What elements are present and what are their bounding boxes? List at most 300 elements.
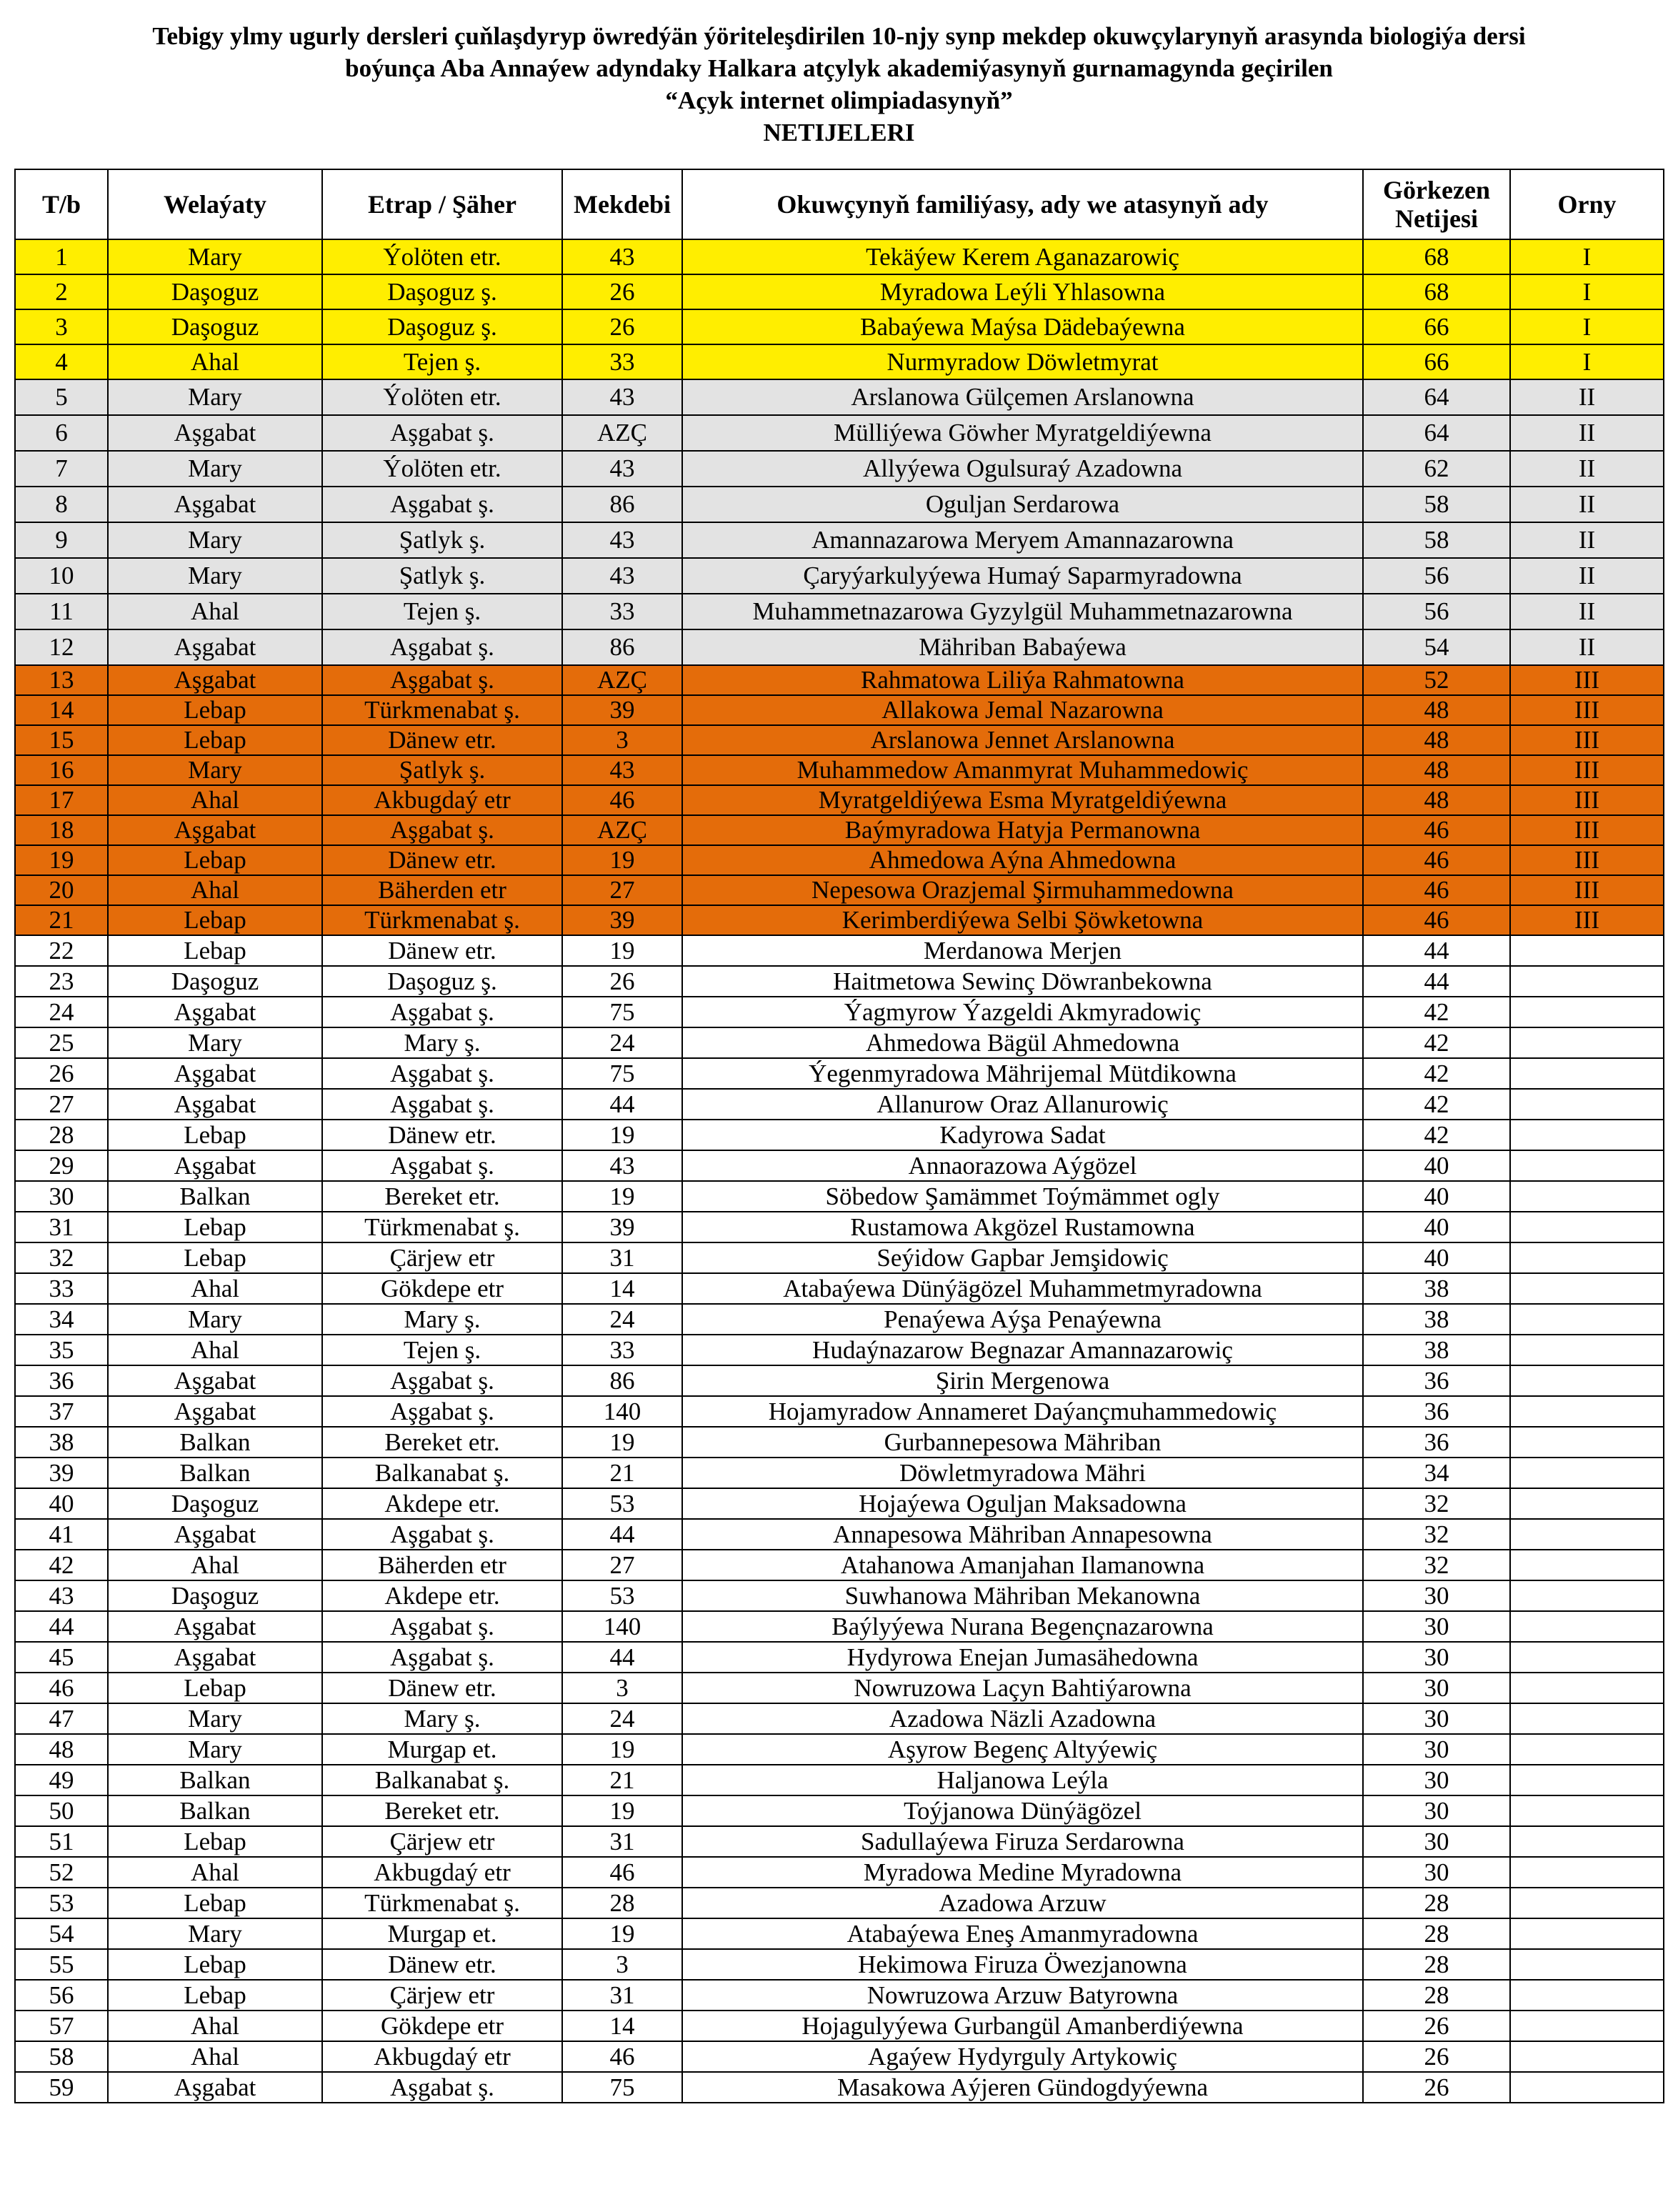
- table-row: [15, 875, 1664, 905]
- cell-region: Ahal: [108, 1335, 322, 1365]
- cell-school: 46: [562, 2041, 682, 2072]
- cell-district: Şatlyk ş.: [322, 755, 562, 785]
- table-row: [15, 1642, 1664, 1673]
- cell-region: Ahal: [108, 785, 322, 815]
- cell-number: 55: [15, 1949, 108, 1980]
- cell-student-name: Ahmedowa Bägül Ahmedowna: [682, 1027, 1363, 1058]
- cell-score: 52: [1363, 665, 1510, 695]
- column-header-place: Orny: [1510, 169, 1664, 239]
- cell-score: 30: [1363, 1826, 1510, 1857]
- table-row: [15, 1058, 1664, 1089]
- cell-school: 26: [562, 309, 682, 344]
- cell-district: Mary ş.: [322, 1027, 562, 1058]
- table-row: [15, 451, 1664, 487]
- cell-region: Lebap: [108, 1980, 322, 2011]
- cell-number: 53: [15, 1888, 108, 1918]
- cell-score: 40: [1363, 1150, 1510, 1181]
- cell-district: Aşgabat ş.: [322, 665, 562, 695]
- cell-score: 68: [1363, 239, 1510, 274]
- cell-score: 48: [1363, 695, 1510, 725]
- cell-district: Daşoguz ş.: [322, 274, 562, 309]
- table-row: [15, 1027, 1664, 1058]
- cell-student-name: Gurbannepesowa Mähriban: [682, 1427, 1363, 1458]
- cell-score: 28: [1363, 1888, 1510, 1918]
- cell-school: 19: [562, 1734, 682, 1765]
- cell-number: 32: [15, 1242, 108, 1273]
- cell-score: 46: [1363, 815, 1510, 845]
- cell-place: [1510, 1089, 1664, 1120]
- cell-region: Ahal: [108, 1550, 322, 1580]
- cell-region: Lebap: [108, 935, 322, 966]
- cell-number: 13: [15, 665, 108, 695]
- cell-region: Mary: [108, 755, 322, 785]
- cell-school: 24: [562, 1027, 682, 1058]
- cell-region: Daşoguz: [108, 966, 322, 997]
- cell-district: Mary ş.: [322, 1703, 562, 1734]
- cell-place: III: [1510, 755, 1664, 785]
- cell-district: Akbugdaý etr: [322, 1857, 562, 1888]
- cell-score: 38: [1363, 1304, 1510, 1335]
- cell-place: [1510, 2041, 1664, 2072]
- cell-region: Lebap: [108, 695, 322, 725]
- cell-region: Aşgabat: [108, 1365, 322, 1396]
- cell-place: I: [1510, 309, 1664, 344]
- cell-school: AZÇ: [562, 665, 682, 695]
- cell-district: Bereket etr.: [322, 1181, 562, 1212]
- cell-number: 33: [15, 1273, 108, 1304]
- cell-region: Lebap: [108, 725, 322, 755]
- cell-region: Ahal: [108, 875, 322, 905]
- cell-number: 14: [15, 695, 108, 725]
- cell-district: Murgap et.: [322, 1734, 562, 1765]
- cell-place: [1510, 1027, 1664, 1058]
- cell-school: 19: [562, 1427, 682, 1458]
- cell-number: 56: [15, 1980, 108, 2011]
- cell-place: [1510, 1181, 1664, 1212]
- cell-school: 86: [562, 629, 682, 665]
- cell-region: Aşgabat: [108, 1519, 322, 1550]
- cell-place: [1510, 1642, 1664, 1673]
- cell-district: Dänew etr.: [322, 935, 562, 966]
- table-row: [15, 815, 1664, 845]
- table-row: [15, 905, 1664, 935]
- cell-score: 42: [1363, 1089, 1510, 1120]
- cell-student-name: Muhammedow Amanmyrat Muhammedowiç: [682, 755, 1363, 785]
- cell-score: 30: [1363, 1857, 1510, 1888]
- table-row: [15, 1611, 1664, 1642]
- cell-region: Mary: [108, 1918, 322, 1949]
- cell-place: [1510, 1949, 1664, 1980]
- cell-score: 36: [1363, 1365, 1510, 1396]
- table-body: [15, 239, 1664, 2103]
- cell-number: 58: [15, 2041, 108, 2072]
- column-header-region: Welaýaty: [108, 169, 322, 239]
- cell-district: Çärjew etr: [322, 1242, 562, 1273]
- cell-score: 26: [1363, 2041, 1510, 2072]
- table-row: [15, 845, 1664, 875]
- cell-region: Aşgabat: [108, 815, 322, 845]
- cell-district: Türkmenabat ş.: [322, 905, 562, 935]
- table-row: [15, 239, 1664, 274]
- table-row: [15, 2011, 1664, 2041]
- cell-region: Mary: [108, 1027, 322, 1058]
- cell-school: 14: [562, 1273, 682, 1304]
- cell-student-name: Myradowa Medine Myradowna: [682, 1857, 1363, 1888]
- cell-student-name: Nepesowa Orazjemal Şirmuhammedowna: [682, 875, 1363, 905]
- cell-region: Mary: [108, 1703, 322, 1734]
- cell-region: Mary: [108, 1304, 322, 1335]
- table-row: [15, 695, 1664, 725]
- cell-score: 58: [1363, 522, 1510, 558]
- cell-region: Daşoguz: [108, 1580, 322, 1611]
- cell-student-name: Annaorazowa Aýgözel: [682, 1150, 1363, 1181]
- cell-school: 46: [562, 1857, 682, 1888]
- table-row: [15, 935, 1664, 966]
- cell-region: Balkan: [108, 1795, 322, 1826]
- cell-score: 56: [1363, 594, 1510, 629]
- cell-student-name: Babaýewa Maýsa Dädebaýewna: [682, 309, 1363, 344]
- cell-school: 21: [562, 1765, 682, 1795]
- cell-place: [1510, 966, 1664, 997]
- cell-student-name: Agaýew Hydyrguly Artykowiç: [682, 2041, 1363, 2072]
- cell-district: Türkmenabat ş.: [322, 1212, 562, 1242]
- cell-score: 42: [1363, 997, 1510, 1027]
- cell-score: 32: [1363, 1550, 1510, 1580]
- cell-place: I: [1510, 239, 1664, 274]
- cell-school: 28: [562, 1888, 682, 1918]
- cell-district: Gökdepe etr: [322, 1273, 562, 1304]
- cell-score: 42: [1363, 1027, 1510, 1058]
- table-row: [15, 1150, 1664, 1181]
- cell-student-name: Hojagulyýewa Gurbangül Amanberdiýewna: [682, 2011, 1363, 2041]
- cell-region: Daşoguz: [108, 309, 322, 344]
- cell-place: II: [1510, 558, 1664, 594]
- cell-student-name: Sadullaýewa Firuza Serdarowna: [682, 1826, 1363, 1857]
- cell-district: Daşoguz ş.: [322, 966, 562, 997]
- cell-school: 43: [562, 755, 682, 785]
- cell-place: [1510, 1365, 1664, 1396]
- cell-number: 38: [15, 1427, 108, 1458]
- cell-student-name: Kadyrowa Sadat: [682, 1120, 1363, 1150]
- cell-score: 44: [1363, 935, 1510, 966]
- cell-school: 19: [562, 935, 682, 966]
- cell-region: Lebap: [108, 845, 322, 875]
- cell-region: Balkan: [108, 1181, 322, 1212]
- cell-number: 16: [15, 755, 108, 785]
- table-row: [15, 2041, 1664, 2072]
- cell-school: 31: [562, 1980, 682, 2011]
- cell-school: 39: [562, 695, 682, 725]
- cell-district: Dänew etr.: [322, 1120, 562, 1150]
- cell-place: [1510, 1703, 1664, 1734]
- cell-place: II: [1510, 629, 1664, 665]
- cell-district: Murgap et.: [322, 1918, 562, 1949]
- table-row: [15, 1458, 1664, 1488]
- cell-student-name: Oguljan Serdarowa: [682, 487, 1363, 522]
- cell-student-name: Atahanowa Amanjahan Ilamanowna: [682, 1550, 1363, 1580]
- cell-district: Daşoguz ş.: [322, 309, 562, 344]
- cell-number: 18: [15, 815, 108, 845]
- cell-score: 58: [1363, 487, 1510, 522]
- table-row: [15, 755, 1664, 785]
- table-row: [15, 558, 1664, 594]
- cell-number: 48: [15, 1734, 108, 1765]
- cell-score: 56: [1363, 558, 1510, 594]
- cell-district: Gökdepe etr: [322, 2011, 562, 2041]
- cell-student-name: Haljanowa Leýla: [682, 1765, 1363, 1795]
- table-row: [15, 1703, 1664, 1734]
- cell-place: [1510, 1611, 1664, 1642]
- cell-district: Bereket etr.: [322, 1427, 562, 1458]
- cell-number: 39: [15, 1458, 108, 1488]
- cell-school: 39: [562, 1212, 682, 1242]
- cell-place: [1510, 1888, 1664, 1918]
- cell-number: 5: [15, 379, 108, 415]
- table-row: [15, 1181, 1664, 1212]
- cell-student-name: Aşyrow Begenç Altyýewiç: [682, 1734, 1363, 1765]
- cell-region: Aşgabat: [108, 997, 322, 1027]
- cell-district: Aşgabat ş.: [322, 997, 562, 1027]
- cell-score: 62: [1363, 451, 1510, 487]
- cell-school: 33: [562, 594, 682, 629]
- cell-student-name: Nurmyradow Döwletmyrat: [682, 344, 1363, 379]
- cell-place: [1510, 1242, 1664, 1273]
- cell-region: Daşoguz: [108, 1488, 322, 1519]
- cell-school: 21: [562, 1458, 682, 1488]
- cell-number: 42: [15, 1550, 108, 1580]
- cell-school: 14: [562, 2011, 682, 2041]
- cell-place: I: [1510, 274, 1664, 309]
- cell-score: 44: [1363, 966, 1510, 997]
- cell-score: 26: [1363, 2072, 1510, 2103]
- cell-place: II: [1510, 487, 1664, 522]
- cell-number: 21: [15, 905, 108, 935]
- cell-place: III: [1510, 695, 1664, 725]
- cell-district: Çärjew etr: [322, 1826, 562, 1857]
- cell-place: [1510, 1458, 1664, 1488]
- cell-place: [1510, 1765, 1664, 1795]
- table-row: [15, 1980, 1664, 2011]
- cell-student-name: Annapesowa Mähriban Annapesowna: [682, 1519, 1363, 1550]
- cell-region: Lebap: [108, 1212, 322, 1242]
- cell-score: 30: [1363, 1734, 1510, 1765]
- header-line-2: boýunça Aba Annaýew adyndaky Halkara atçylyk akademiýasynyň gurnamagynda geçirilen: [345, 54, 1333, 82]
- table-row: [15, 785, 1664, 815]
- cell-number: 45: [15, 1642, 108, 1673]
- cell-number: 36: [15, 1365, 108, 1396]
- cell-place: [1510, 1396, 1664, 1427]
- cell-region: Balkan: [108, 1765, 322, 1795]
- cell-student-name: Tekäýew Kerem Aganazarowiç: [682, 239, 1363, 274]
- cell-place: [1510, 1857, 1664, 1888]
- cell-number: 3: [15, 309, 108, 344]
- cell-place: [1510, 2011, 1664, 2041]
- cell-student-name: Çaryýarkulyýewa Humaý Saparmyradowna: [682, 558, 1363, 594]
- cell-student-name: Nowruzowa Arzuw Batyrowna: [682, 1980, 1363, 2011]
- cell-place: II: [1510, 379, 1664, 415]
- cell-place: [1510, 1273, 1664, 1304]
- table-row: [15, 665, 1664, 695]
- cell-place: [1510, 1335, 1664, 1365]
- cell-district: Türkmenabat ş.: [322, 695, 562, 725]
- column-header-student-name: Okuwçynyň familiýasy, ady we atasynyň ady: [682, 169, 1363, 239]
- table-row: [15, 2072, 1664, 2103]
- table-row: [15, 1120, 1664, 1150]
- table-row: [15, 1949, 1664, 1980]
- cell-school: 33: [562, 344, 682, 379]
- cell-place: [1510, 1427, 1664, 1458]
- cell-score: 40: [1363, 1212, 1510, 1242]
- cell-score: 36: [1363, 1396, 1510, 1427]
- cell-number: 15: [15, 725, 108, 755]
- cell-number: 11: [15, 594, 108, 629]
- cell-number: 51: [15, 1826, 108, 1857]
- cell-region: Ahal: [108, 594, 322, 629]
- cell-school: 33: [562, 1335, 682, 1365]
- cell-place: III: [1510, 815, 1664, 845]
- cell-number: 49: [15, 1765, 108, 1795]
- cell-score: 42: [1363, 1120, 1510, 1150]
- cell-number: 20: [15, 875, 108, 905]
- cell-school: 24: [562, 1304, 682, 1335]
- cell-region: Lebap: [108, 1673, 322, 1703]
- cell-student-name: Nowruzowa Laçyn Bahtiýarowna: [682, 1673, 1363, 1703]
- cell-student-name: Masakowa Aýjeren Gündogdyýewna: [682, 2072, 1363, 2103]
- cell-school: 27: [562, 1550, 682, 1580]
- cell-score: 30: [1363, 1611, 1510, 1642]
- cell-district: Aşgabat ş.: [322, 629, 562, 665]
- cell-school: 46: [562, 785, 682, 815]
- cell-school: 86: [562, 1365, 682, 1396]
- cell-region: Aşgabat: [108, 2072, 322, 2103]
- table-row: [15, 1365, 1664, 1396]
- cell-student-name: Atabaýewa Dünýägözel Muhammetmyradowna: [682, 1273, 1363, 1304]
- cell-school: 140: [562, 1611, 682, 1642]
- cell-student-name: Baýlyýewa Nurana Begençnazarowna: [682, 1611, 1363, 1642]
- cell-student-name: Ýegenmyradowa Mährijemal Mütdikowna: [682, 1058, 1363, 1089]
- table-row: [15, 522, 1664, 558]
- cell-place: [1510, 1826, 1664, 1857]
- cell-region: Aşgabat: [108, 1642, 322, 1673]
- cell-district: Aşgabat ş.: [322, 487, 562, 522]
- cell-district: Çärjew etr: [322, 1980, 562, 2011]
- cell-student-name: Hekimowa Firuza Öwezjanowna: [682, 1949, 1363, 1980]
- cell-student-name: Atabaýewa Eneş Amanmyradowna: [682, 1918, 1363, 1949]
- cell-region: Mary: [108, 522, 322, 558]
- cell-region: Lebap: [108, 1242, 322, 1273]
- cell-district: Aşgabat ş.: [322, 815, 562, 845]
- table-row: [15, 1335, 1664, 1365]
- cell-district: Tejen ş.: [322, 594, 562, 629]
- cell-place: [1510, 1795, 1664, 1826]
- cell-score: 54: [1363, 629, 1510, 665]
- cell-place: II: [1510, 451, 1664, 487]
- cell-region: Ahal: [108, 1857, 322, 1888]
- document-header: [0, 20, 1678, 149]
- table-header-row: [15, 169, 1664, 239]
- cell-region: Aşgabat: [108, 1150, 322, 1181]
- cell-place: III: [1510, 785, 1664, 815]
- cell-district: Şatlyk ş.: [322, 522, 562, 558]
- cell-place: III: [1510, 725, 1664, 755]
- table-row: [15, 1427, 1664, 1458]
- cell-student-name: Kerimberdiýewa Selbi Şöwketowna: [682, 905, 1363, 935]
- cell-school: 3: [562, 1949, 682, 1980]
- cell-district: Dänew etr.: [322, 1949, 562, 1980]
- cell-place: II: [1510, 522, 1664, 558]
- cell-number: 9: [15, 522, 108, 558]
- table-row: [15, 966, 1664, 997]
- cell-number: 2: [15, 274, 108, 309]
- cell-score: 30: [1363, 1673, 1510, 1703]
- cell-school: 3: [562, 725, 682, 755]
- cell-student-name: Hydyrowa Enejan Jumasähedowna: [682, 1642, 1363, 1673]
- cell-district: Aşgabat ş.: [322, 1058, 562, 1089]
- cell-region: Aşgabat: [108, 665, 322, 695]
- cell-number: 44: [15, 1611, 108, 1642]
- cell-number: 41: [15, 1519, 108, 1550]
- cell-place: [1510, 1918, 1664, 1949]
- cell-district: Bäherden etr: [322, 1550, 562, 1580]
- cell-score: 36: [1363, 1427, 1510, 1458]
- cell-score: 68: [1363, 274, 1510, 309]
- cell-district: Akdepe etr.: [322, 1580, 562, 1611]
- cell-district: Türkmenabat ş.: [322, 1888, 562, 1918]
- cell-score: 38: [1363, 1335, 1510, 1365]
- cell-place: III: [1510, 665, 1664, 695]
- cell-score: 38: [1363, 1273, 1510, 1304]
- cell-region: Aşgabat: [108, 487, 322, 522]
- cell-district: Balkanabat ş.: [322, 1458, 562, 1488]
- cell-place: [1510, 997, 1664, 1027]
- header-line-3: “Açyk internet olimpiadasynyň”: [665, 86, 1013, 114]
- table-row: [15, 1795, 1664, 1826]
- cell-district: Aşgabat ş.: [322, 1089, 562, 1120]
- cell-number: 26: [15, 1058, 108, 1089]
- cell-district: Akbugdaý etr: [322, 785, 562, 815]
- table-row: [15, 274, 1664, 309]
- cell-district: Balkanabat ş.: [322, 1765, 562, 1795]
- cell-place: [1510, 1519, 1664, 1550]
- cell-school: 140: [562, 1396, 682, 1427]
- cell-student-name: Hudaýnazarow Begnazar Amannazarowiç: [682, 1335, 1363, 1365]
- cell-number: 29: [15, 1150, 108, 1181]
- cell-student-name: Allyýewa Ogulsuraý Azadowna: [682, 451, 1363, 487]
- cell-district: Aşgabat ş.: [322, 1150, 562, 1181]
- cell-school: 44: [562, 1642, 682, 1673]
- table-row: [15, 1488, 1664, 1519]
- cell-district: Dänew etr.: [322, 1673, 562, 1703]
- cell-place: III: [1510, 905, 1664, 935]
- cell-place: III: [1510, 845, 1664, 875]
- table-row: [15, 1304, 1664, 1335]
- cell-score: 48: [1363, 755, 1510, 785]
- cell-school: 86: [562, 487, 682, 522]
- cell-score: 48: [1363, 785, 1510, 815]
- cell-school: 43: [562, 522, 682, 558]
- cell-place: I: [1510, 344, 1664, 379]
- table-row: [15, 1550, 1664, 1580]
- table-row: [15, 1826, 1664, 1857]
- table-row: [15, 379, 1664, 415]
- header-line-1: Tebigy ylmy ugurly dersleri çuňlaşdyryp öwredýän ýöriteleşdirilen 10-njy synp mekdep okuwçylarynyň arasynda biologiýa dersi: [152, 22, 1526, 50]
- table-row: [15, 1765, 1664, 1795]
- cell-district: Akdepe etr.: [322, 1488, 562, 1519]
- cell-student-name: Haitmetowa Sewinç Döwranbekowna: [682, 966, 1363, 997]
- cell-district: Aşgabat ş.: [322, 1519, 562, 1550]
- cell-score: 28: [1363, 1918, 1510, 1949]
- cell-number: 4: [15, 344, 108, 379]
